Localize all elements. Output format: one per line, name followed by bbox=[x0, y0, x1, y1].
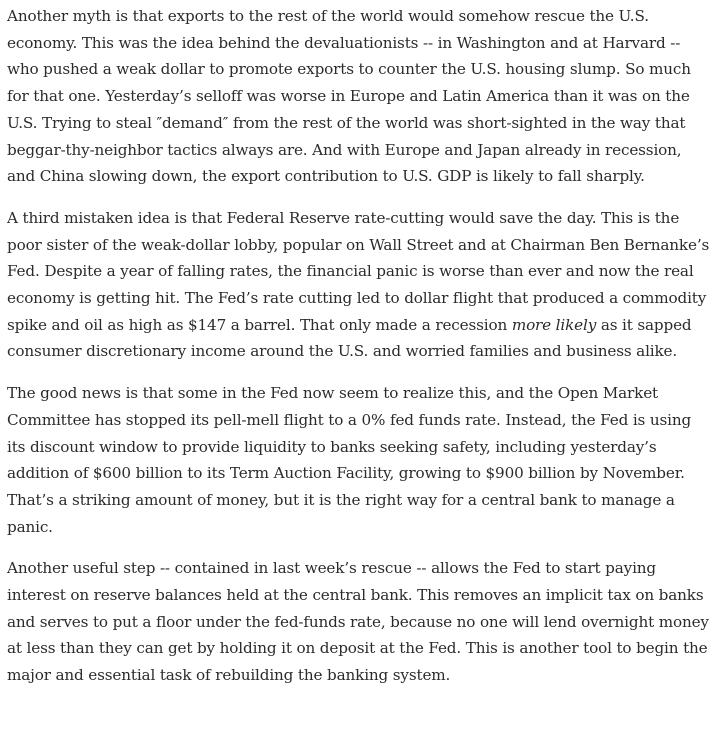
paragraph-text: Another useful step -- contained in last week’s rescue -- allows the Fed to start paying interest on reserve balances held at the central bank. This removes an implicit tax on banks and serves to put a floor under the fed-funds rate, because no one will lend overnight money at less than they can get by holding it on deposit at the Fed. This is another tool to begin the major and essential task of rebuilding the banking system. bbox=[7, 559, 709, 685]
paragraph-text: A third mistaken idea is that Federal Reserve rate-cutting would save the day. This is the poor sister of the weak-dollar lobby, popular on Wall Street and at Chairman Ben Bernanke’s Fed. Despite a year of falling rates, the financial panic is worse than ever and now the real economy is getting hit. The Fed’s rate cutting led to dollar flight that produced a commodity spike and oil as high as $147 a barrel. That only made a recession bbox=[7, 208, 710, 334]
paragraph-rate-cutting bbox=[7, 205, 711, 365]
paragraph-useful-step bbox=[7, 555, 711, 689]
paragraph-text: The good news is that some in the Fed now seem to realize this, and the Open Market Committee has stopped its pell-mell flight to a 0% fed funds rate. Instead, the Fed is using its discount window to provide liquidity to banks seeking safety, including yesterday’s addition of $600 billion to its Term Auction Facility, growing to $900 billion by November. That’s a striking amount of money, but it is the right way for a central bank to manage a panic. bbox=[7, 384, 692, 536]
paragraph-text: as it sapped consumer discretionary income around the U.S. and worried families and business alike. bbox=[7, 315, 692, 361]
paragraph-good-news bbox=[7, 380, 711, 540]
paragraph-text: Another myth is that exports to the rest of the world would somehow rescue the U.S. economy. This was the idea behind the devaluationists -- in Washington and at Harvard -- who pushed a weak dollar to promote exports to counter the U.S. housing slump. So much for that one. Yesterday’s selloff was worse in Europe and Latin America than it was on the U.S. Trying to steal ″demand″ from the rest of the world was short-sighted in the way that beggar-thy-neighbor tactics always are. And with Europe and Japan already in recession, and China slowing down, the export contribution to U.S. GDP is likely to fall sharply. bbox=[7, 7, 691, 186]
emphasis-more-likely: more likely bbox=[511, 315, 597, 334]
paragraph-exports-myth bbox=[7, 3, 711, 190]
